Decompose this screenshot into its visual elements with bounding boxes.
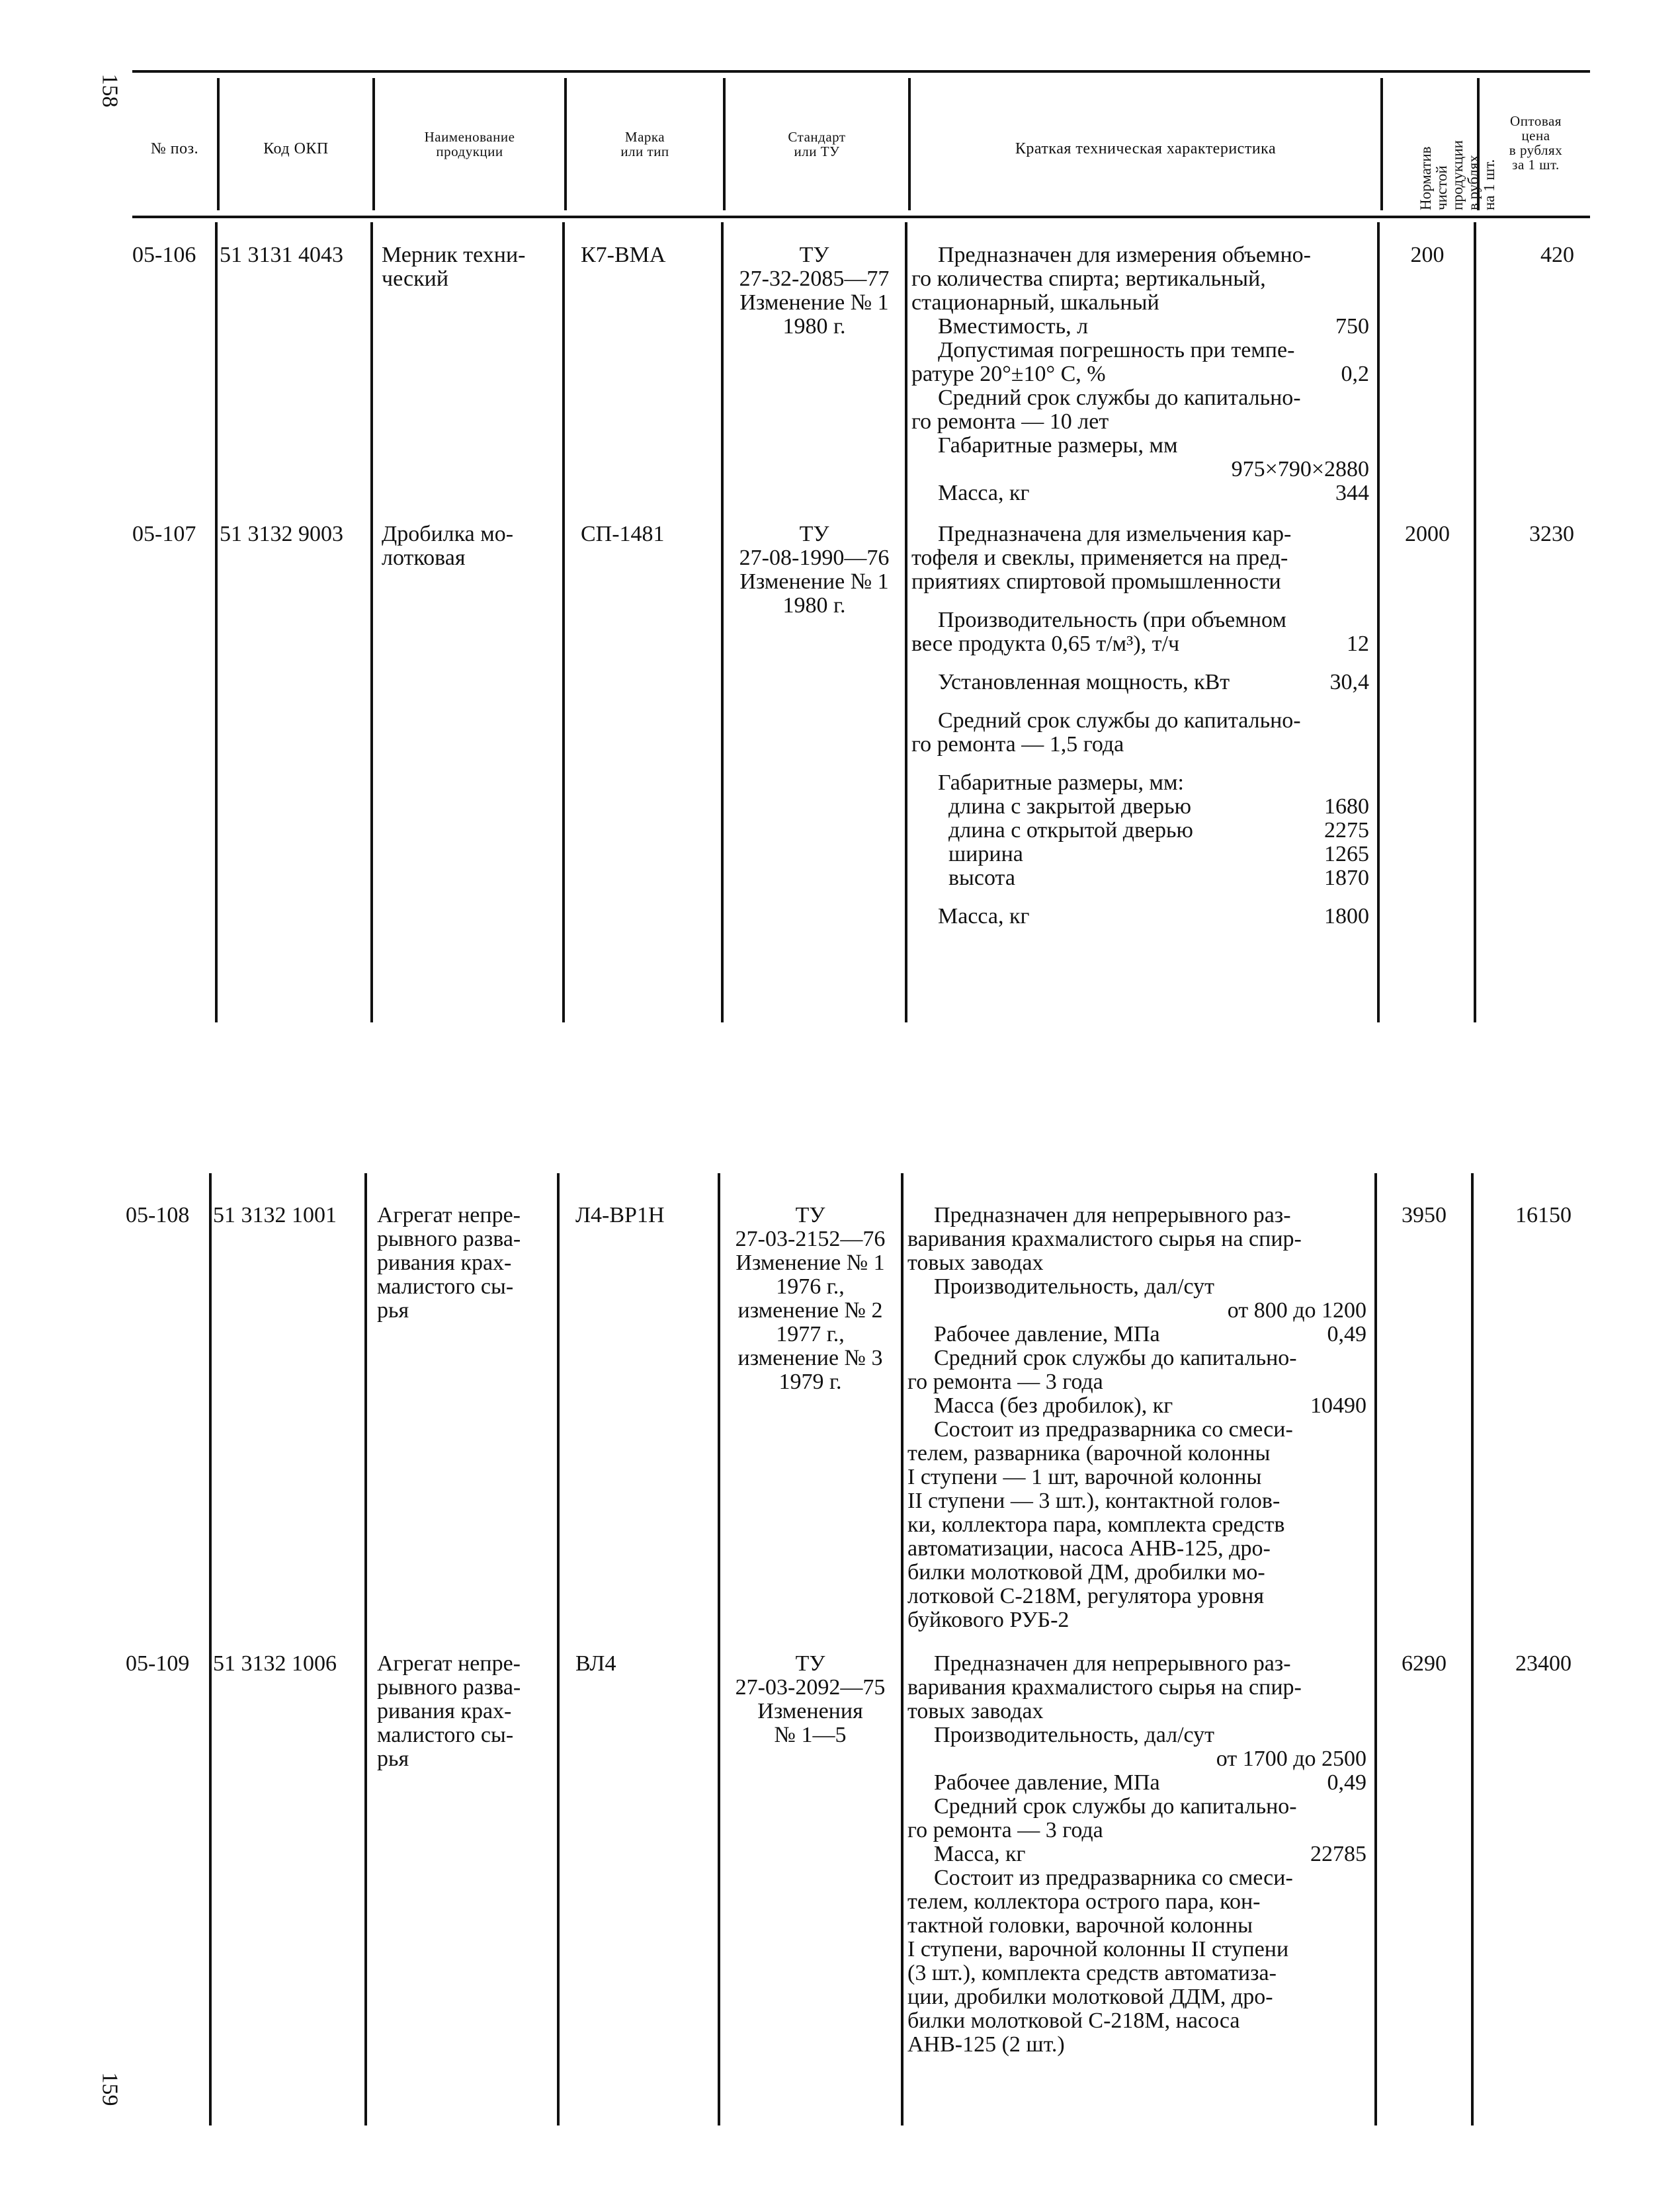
row-price: 3230	[1529, 522, 1574, 546]
header-norm: Норматив чистой продукции в рублях на 1 шт.	[1417, 140, 1497, 210]
row-mark: Л4-ВР1Н	[575, 1203, 665, 1227]
row-okp: 51 3132 9003	[220, 522, 343, 546]
row-okp: 51 3132 1006	[213, 1651, 337, 1676]
table-top-rule	[132, 70, 1590, 73]
row-standard: ТУ 27-08-1990—76 Изменение № 1 1980 г.	[739, 522, 890, 618]
row-norm: 200	[1410, 243, 1445, 267]
column-rule	[557, 1173, 560, 2125]
column-rule	[215, 222, 218, 1022]
row-description: Предназначен для непрерывного раз- варивания крахмалистого сырья на спир- товых заводах Производительность, дал/сут от 1700 до 2500 Рабочее давление, МПа 0,49 Средний срок службы до капитально- го ремонта — 3 года Масса, кг 22785 Состоит из предразварника со смеси- телем, коллектора острого пара, кон- тактной головки, варочной колонны I ступени, варочной колонны II ступени (3 шт.), комплекта средств автоматиза- ции, дробилки молотковой ДДМ, дро- билки молотковой С-218М, насоса АНВ-125 (2 шт.)	[907, 1651, 1366, 2057]
row-norm: 6290	[1402, 1651, 1447, 1676]
row-price: 420	[1540, 243, 1574, 267]
row-mark: ВЛ4	[575, 1651, 616, 1676]
column-rule	[905, 222, 907, 1022]
row-description: Предназначен для непрерывного раз- варивания крахмалистого сырья на спир- товых заводах Производительность, дал/сут от 800 до 1200 Рабочее давление, МПа 0,49 Средний срок службы до капитально- го ремонта — 3 года Масса (без дробилок), кг 10490 Состоит из предразварника со смеси- телем, разварника (варочной колонны I ступени — 1 шт, варочной колонны II ступени — 3 шт.), контактной голов- ки, коллектора пара, комплекта средств автоматизации, насоса АНВ-125, дро- билки молотковой ДМ, дробилки мо- лотковой С-218М, регулятора уровня буйкового РУБ-2	[907, 1203, 1366, 1632]
row-pos: 05-107	[132, 522, 196, 546]
column-rule	[718, 1173, 720, 2125]
row-standard: ТУ 27-32-2085—77 Изменение № 1 1980 г.	[739, 243, 890, 339]
header-standard: Стандарт или ТУ	[788, 129, 846, 159]
page-number-top: 158	[97, 73, 122, 108]
page-number-bottom: 159	[97, 2072, 122, 2106]
row-description: Предназначена для измельчения кар- тофеля и свеклы, применяется на пред- приятиях спиртовой промышленности Производительность (при объемном весе продукта 0,65 т/м³), т/ч 12 Установленная мощность, кВт 30,4 Средний срок службы до капитально- го ремонта — 1,5 года Габаритные размеры, мм: длина с закрытой дверью 1680 длина с открытой дверью 2275 ширина 1265 высота 1870 Масса, кг 1800	[911, 522, 1369, 928]
column-rule	[901, 1173, 903, 2125]
row-description: Предназначен для измерения объемно- го количества спирта; вертикальный, стационарный, шкальный Вместимость, л 750 Допустимая погрешность при темпе- ратуре 20°±10° С, % 0,2 Средний срок службы до капитально- го ремонта — 10 лет Габаритные размеры, мм 975×790×2880 Масса, кг 344	[911, 243, 1369, 505]
row-price: 16150	[1515, 1203, 1572, 1227]
row-pos: 05-109	[126, 1651, 190, 1676]
header-okp: Код ОКП	[263, 140, 329, 157]
header-divider	[1380, 78, 1383, 210]
header-price: Оптовая цена в рублях за 1 шт.	[1509, 113, 1563, 173]
row-name: Дробилка мо- лотковая	[382, 522, 514, 570]
row-name: Агрегат непре- рывного разва- ривания крах- малистого сы- рья	[377, 1651, 521, 1771]
column-rule	[370, 222, 373, 1022]
column-rule	[1471, 1173, 1474, 2125]
row-pos: 05-106	[132, 243, 196, 267]
header-description: Краткая техническая характеристика	[1015, 140, 1277, 157]
header-pos: № поз.	[150, 140, 199, 157]
column-rule	[562, 222, 565, 1022]
row-norm: 2000	[1405, 522, 1450, 546]
header-name: Наименование продукции	[424, 129, 515, 159]
row-norm: 3950	[1402, 1203, 1447, 1227]
row-standard: ТУ 27-03-2092—75 Изменения № 1—5	[735, 1651, 886, 1747]
column-rule	[1474, 222, 1476, 1022]
column-rule	[209, 1173, 212, 2125]
row-name: Мерник техни- ческий	[382, 243, 526, 291]
column-rule	[364, 1173, 367, 2125]
row-okp: 51 3132 1001	[213, 1203, 337, 1227]
row-price: 23400	[1515, 1651, 1572, 1676]
row-okp: 51 3131 4043	[220, 243, 343, 267]
column-rule	[721, 222, 724, 1022]
column-rule	[1374, 1173, 1377, 2125]
column-rule	[1377, 222, 1380, 1022]
row-name: Агрегат непре- рывного разва- ривания крах- малистого сы- рья	[377, 1203, 521, 1323]
row-mark: К7-ВМА	[581, 243, 666, 267]
header-bottom-rule	[132, 216, 1590, 218]
row-mark: СП-1481	[581, 522, 665, 546]
row-pos: 05-108	[126, 1203, 190, 1227]
header-mark: Марка или тип	[620, 129, 669, 159]
row-standard: ТУ 27-03-2152—76 Изменение № 1 1976 г., изменение № 2 1977 г., изменение № 3 1979 г.	[735, 1203, 886, 1394]
